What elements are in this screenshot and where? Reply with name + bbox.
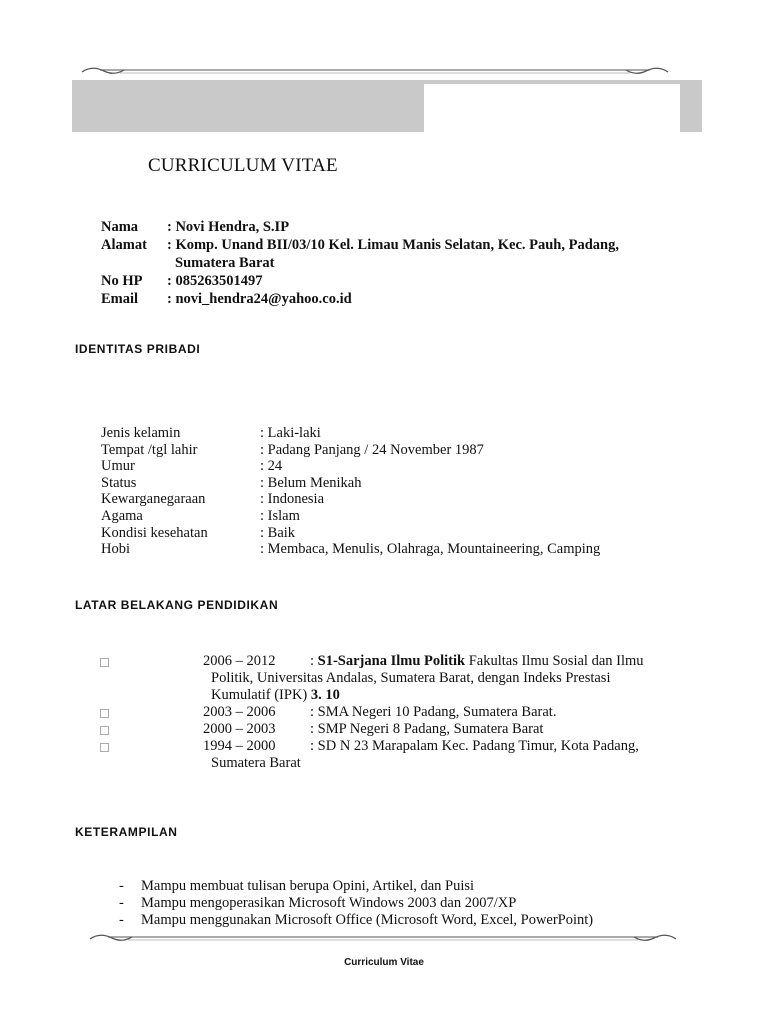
education-gpa-label: Kumulatif (IPK) [211, 687, 308, 703]
skills-list [119, 878, 593, 929]
education-gpa-value: 3. 10 [310, 687, 340, 703]
identity-row [101, 475, 600, 492]
checkbox-bullet-icon [100, 743, 109, 752]
contact-value: : Novi Hendra, S.IP [167, 219, 290, 235]
identity-row [101, 425, 600, 442]
top-scroll-divider [80, 64, 670, 78]
identity-value: : Laki-laki [260, 425, 321, 441]
contact-label: Nama [101, 219, 139, 235]
education-item [100, 653, 700, 670]
skill-item [119, 912, 593, 929]
identity-label: Jenis kelamin [101, 425, 181, 441]
education-years: 2006 – 2012 [203, 653, 276, 669]
section-heading-skills: KETERAMPILAN [75, 825, 178, 839]
identity-label: Kewarganegaraan [101, 491, 206, 508]
dash-bullet-icon: - [119, 878, 124, 894]
education-detail: : SMP Negeri 8 Padang, Sumatera Barat [310, 721, 544, 737]
contact-row-email [101, 290, 667, 308]
identity-value: : Baik [260, 524, 296, 541]
skill-item [119, 878, 593, 895]
dash-bullet-icon: - [119, 912, 124, 928]
section-heading-education: LATAR BELAKANG PENDIDIKAN [75, 598, 279, 612]
contact-value: : Komp. Unand BII/03/10 Kel. Limau Manis Selatan, Kec. Pauh, Padang, [167, 237, 619, 253]
education-item [100, 704, 700, 721]
education-years: 1994 – 2000 [203, 738, 276, 754]
education-years: 2003 – 2006 [203, 704, 276, 720]
identity-table [101, 425, 600, 558]
education-detail: : SD N 23 Marapalam Kec. Padang Timur, Kota Padang, [310, 738, 639, 754]
contact-address-continuation: Sumatera Barat [175, 255, 275, 271]
section-heading-identity: IDENTITAS PRIBADI [75, 342, 201, 356]
page-title: CURRICULUM VITAE [148, 155, 338, 176]
education-years: 2000 – 2003 [203, 721, 276, 737]
education-prefix: : [310, 653, 315, 669]
identity-row [101, 491, 600, 508]
checkbox-bullet-icon [100, 658, 109, 667]
header-bar-left [72, 84, 424, 132]
skill-item [119, 895, 593, 912]
identity-row [101, 508, 600, 525]
contact-value: : 085263501497 [167, 273, 263, 289]
identity-value: : Membaca, Menulis, Olahraga, Mountaineering, Camping [260, 541, 601, 558]
skill-text: Mampu menggunakan Microsoft Office (Microsoft Word, Excel, PowerPoint) [141, 912, 594, 928]
checkbox-bullet-icon [100, 726, 109, 735]
contact-label: No HP [101, 273, 143, 289]
identity-label: Kondisi kesehatan [101, 524, 208, 541]
contact-row-phone [101, 272, 667, 290]
education-item [100, 738, 700, 755]
identity-label: Hobi [101, 541, 130, 558]
identity-label: Umur [101, 458, 135, 475]
identity-row [101, 525, 600, 542]
education-continuation: Sumatera Barat [211, 755, 301, 771]
education-detail-text: Fakultas Ilmu Sosial dan Ilmu [468, 653, 644, 669]
identity-value: : Belum Menikah [260, 474, 362, 491]
identity-label: Agama [101, 507, 143, 524]
identity-value: : Islam [260, 507, 300, 524]
education-detail [310, 653, 700, 670]
contact-row-address [101, 236, 667, 254]
education-continuation [100, 687, 700, 704]
education-detail: : SMA Negeri 10 Padang, Sumatera Barat. [310, 704, 557, 720]
education-item [100, 721, 700, 738]
identity-value: : Padang Panjang / 24 November 1987 [260, 441, 484, 458]
skill-text: Mampu mengoperasikan Microsoft Windows 2003 dan 2007/XP [141, 895, 517, 911]
identity-row [101, 541, 600, 558]
education-degree: S1-Sarjana Ilmu Politik [317, 653, 466, 669]
checkbox-bullet-icon [100, 709, 109, 718]
contact-label: Alamat [101, 237, 147, 253]
skill-text: Mampu membuat tulisan berupa Opini, Artikel, dan Puisi [141, 878, 475, 894]
identity-label: Status [101, 474, 137, 491]
contact-value: : novi_hendra24@yahoo.co.id [167, 291, 352, 307]
bottom-scroll-divider [88, 931, 678, 945]
contact-label: Email [101, 291, 139, 307]
identity-row [101, 458, 600, 475]
education-list [100, 653, 700, 772]
identity-value: : 24 [260, 458, 283, 475]
identity-value: : Indonesia [260, 491, 325, 508]
contact-block [101, 218, 667, 308]
dash-bullet-icon: - [119, 895, 124, 911]
identity-label: Tempat /tgl lahir [101, 441, 198, 458]
page-footer: Curriculum Vitae [344, 957, 424, 968]
identity-row [101, 442, 600, 459]
education-continuation: Politik, Universitas Andalas, Sumatera Barat, dengan Indeks Prestasi [211, 670, 611, 686]
header-bar-right [680, 84, 702, 132]
contact-row-name [101, 218, 667, 236]
